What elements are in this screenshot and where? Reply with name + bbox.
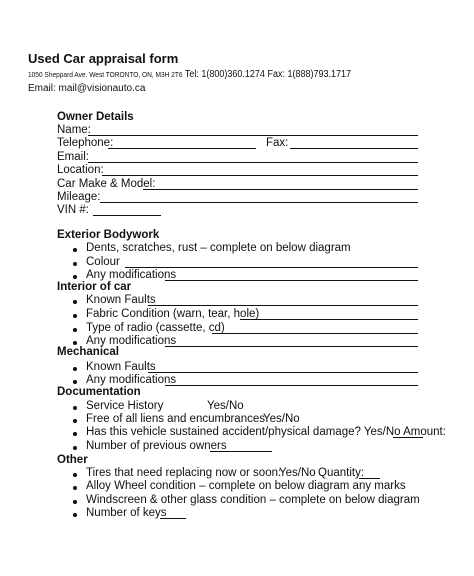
interior-radio-item: Type of radio (cassette, cd) bbox=[86, 322, 225, 334]
bullet-icon bbox=[73, 486, 77, 490]
mechanical-modifications-item: Any modifications bbox=[86, 374, 177, 386]
bullet-icon bbox=[73, 432, 77, 436]
form-title: Used Car appraisal form bbox=[28, 51, 179, 66]
make-model-label: Car Make & Model: bbox=[57, 178, 156, 190]
telephone-label: Telephone: bbox=[57, 137, 114, 149]
mileage-label: Mileage: bbox=[57, 191, 101, 203]
documentation-heading: Documentation bbox=[57, 386, 141, 398]
exterior-heading: Exterior Bodywork bbox=[57, 229, 160, 241]
interior-modifications-item: Any modifications bbox=[86, 335, 177, 347]
bullet-icon bbox=[73, 446, 77, 450]
bullet-icon bbox=[73, 341, 77, 345]
dealer-contact-line bbox=[28, 69, 351, 80]
exterior-colour-item: Colour bbox=[86, 256, 120, 268]
tires-quantity-label: Quantity: bbox=[318, 467, 365, 479]
name-field[interactable] bbox=[88, 135, 418, 136]
fabric-condition-field[interactable] bbox=[240, 319, 418, 320]
telephone-field[interactable] bbox=[108, 148, 256, 149]
interior-heading: Interior of car bbox=[57, 281, 132, 293]
fax-label: Fax: bbox=[266, 137, 289, 149]
dealer-email: Email: mail@visionauto.ca bbox=[28, 83, 146, 94]
dealer-fax: Fax: 1(888)793.1717 bbox=[267, 69, 352, 80]
bullet-icon bbox=[73, 473, 77, 477]
bullet-icon bbox=[73, 513, 77, 517]
interior-faults-item: Known Faults bbox=[86, 294, 156, 306]
bullet-icon bbox=[73, 262, 77, 266]
name-label: Name: bbox=[57, 124, 91, 136]
email-field[interactable] bbox=[88, 162, 418, 163]
bullet-icon bbox=[73, 300, 77, 304]
exterior-dents-item: Dents, scratches, rust – complete on below diagram bbox=[86, 242, 351, 254]
mechanical-heading: Mechanical bbox=[57, 346, 119, 358]
tires-yesno[interactable]: Yes/No bbox=[279, 467, 316, 479]
mileage-field[interactable] bbox=[100, 202, 418, 203]
bullet-icon bbox=[73, 314, 77, 318]
bullet-icon bbox=[73, 500, 77, 504]
make-model-field[interactable] bbox=[143, 189, 418, 190]
number-of-keys-item: Number of keys bbox=[86, 507, 167, 519]
service-history-item: Service History bbox=[86, 400, 164, 412]
bullet-icon bbox=[73, 367, 77, 371]
alloy-wheel-item: Alloy Wheel condition – complete on below diagram any marks bbox=[86, 480, 406, 492]
interior-modifications-field[interactable] bbox=[165, 346, 418, 347]
dealer-telephone: Tel: 1(800)360.1274 bbox=[184, 69, 265, 80]
interior-fabric-item: Fabric Condition (warn, tear, hole) bbox=[86, 308, 260, 320]
fax-field[interactable] bbox=[290, 148, 418, 149]
accident-item: Has this vehicle sustained accident/physical damage? Yes/No Amount: bbox=[86, 426, 446, 438]
radio-type-field[interactable] bbox=[212, 333, 418, 334]
tires-quantity-field[interactable] bbox=[359, 478, 380, 479]
bullet-icon bbox=[73, 328, 77, 332]
previous-owners-field[interactable] bbox=[210, 451, 272, 452]
mechanical-modifications-field[interactable] bbox=[165, 385, 418, 386]
dealer-address: 1050 Sheppard Ave. West TORONTO, ON, M3H 2T6 bbox=[28, 70, 183, 79]
exterior-modifications-field[interactable] bbox=[165, 280, 418, 281]
accident-amount-field[interactable] bbox=[393, 437, 423, 438]
bullet-icon bbox=[73, 248, 77, 252]
mechanical-faults-item: Known Faults bbox=[86, 361, 156, 373]
liens-item: Free of all liens and encumbrances bbox=[86, 413, 265, 425]
tires-item: Tires that need replacing now or soon: bbox=[86, 467, 282, 479]
owner-details-heading: Owner Details bbox=[57, 111, 134, 123]
bullet-icon bbox=[73, 406, 77, 410]
previous-owners-item: Number of previous owners bbox=[86, 440, 227, 452]
location-label: Location: bbox=[57, 164, 104, 176]
bullet-icon bbox=[73, 419, 77, 423]
vin-field[interactable] bbox=[93, 215, 161, 216]
email-label: Email: bbox=[57, 151, 89, 163]
colour-field[interactable] bbox=[125, 267, 418, 268]
other-heading: Other bbox=[57, 454, 88, 466]
bullet-icon bbox=[73, 380, 77, 384]
liens-yesno[interactable]: Yes/No bbox=[263, 413, 300, 425]
windscreen-item: Windscreen & other glass condition – complete on below diagram bbox=[86, 494, 420, 506]
vin-label: VIN #: bbox=[57, 204, 89, 216]
exterior-modifications-item: Any modifications bbox=[86, 269, 177, 281]
interior-faults-field[interactable] bbox=[148, 305, 418, 306]
mechanical-faults-field[interactable] bbox=[148, 372, 418, 373]
location-field[interactable] bbox=[102, 175, 418, 176]
number-of-keys-field[interactable] bbox=[160, 518, 186, 519]
bullet-icon bbox=[73, 275, 77, 279]
service-history-yesno[interactable]: Yes/No bbox=[207, 400, 244, 412]
